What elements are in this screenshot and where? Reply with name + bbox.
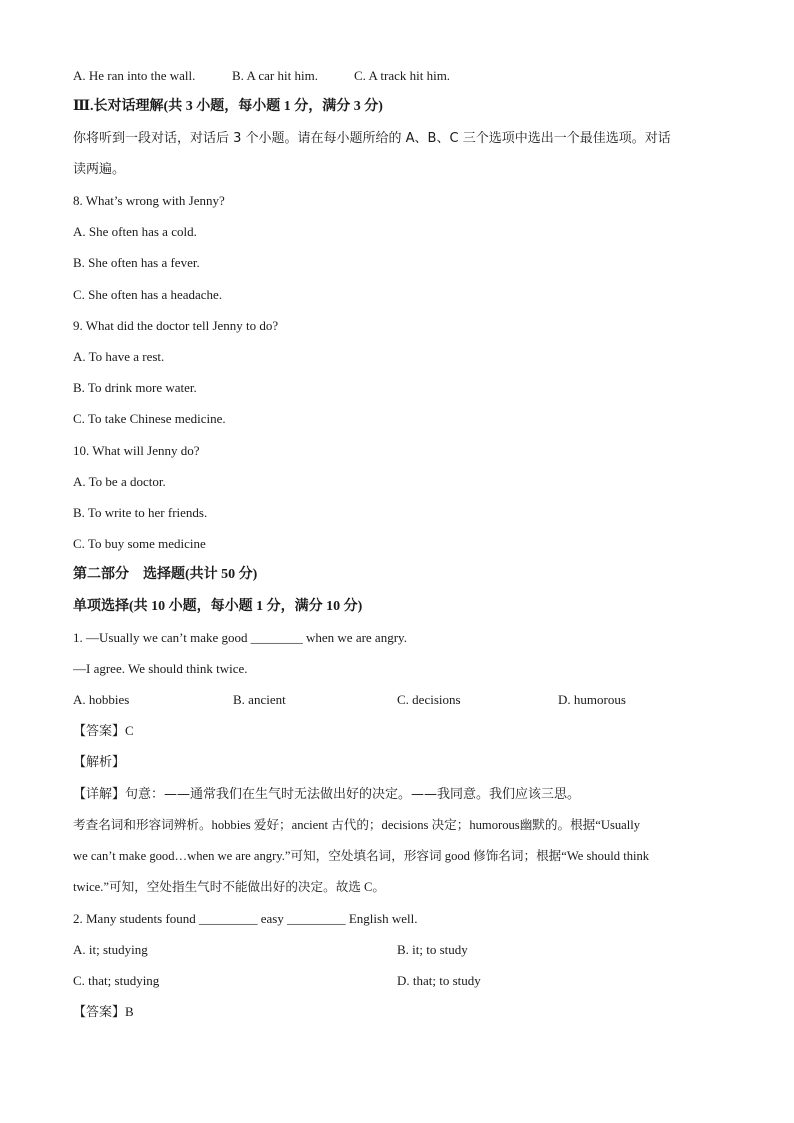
option: B. ancient <box>233 692 286 707</box>
section-intro: 你将听到一段对话，对话后 3 个小题。请在每小题所给的 A、B、C 三个选项中选出一个最佳选项。对话 <box>73 131 671 146</box>
answer-label: 【答案】 <box>73 1005 126 1020</box>
answer-value: C <box>125 723 134 738</box>
prev-option-a: A. He ran into the wall. <box>73 68 196 83</box>
option: C. decisions <box>397 692 461 707</box>
question-stem: 8. What’s wrong with Jenny? <box>73 193 225 208</box>
option: A. To have a rest. <box>73 349 165 364</box>
option: A. To be a doctor. <box>73 474 166 489</box>
section-intro-cont: 读两遍。 <box>73 162 126 177</box>
detail-label: 【详解】 <box>73 787 126 802</box>
option: C. that; studying <box>73 973 160 988</box>
answer-row <box>73 722 134 741</box>
question-reply: —I agree. We should think twice. <box>73 661 248 676</box>
option: D. humorous <box>558 692 626 707</box>
option: A. She often has a cold. <box>73 224 197 239</box>
option: A. hobbies <box>73 692 130 707</box>
question-stem: 10. What will Jenny do? <box>73 443 200 458</box>
option: C. She often has a headache. <box>73 287 223 302</box>
option: C. To buy some medicine <box>73 536 206 551</box>
detail-row <box>73 786 580 804</box>
question-stem: 1. —Usually we can’t make good ________ when we are angry. <box>73 630 407 645</box>
answer-value: B <box>125 1004 134 1019</box>
explanation-line: 考查名词和形容词辨析。hobbies 爱好；ancient 古代的；decisions 决定；humorous幽默的。根据“Usually <box>73 818 641 832</box>
option: C. To take Chinese medicine. <box>73 411 226 426</box>
option: B. it; to study <box>397 942 468 957</box>
prev-option-b: B. A car hit him. <box>232 68 318 83</box>
analysis-label: 【解析】 <box>73 755 126 770</box>
option: A. it; studying <box>73 942 148 957</box>
answer-row <box>73 1003 134 1022</box>
option: D. that; to study <box>397 973 481 988</box>
explanation-line: we can’t make good…when we are angry.”可知，空处填名词，形容词 good 修饰名词；根据“We should think <box>73 849 650 863</box>
subsection-heading: 单项选择(共 10 小题，每小题 1 分，满分 10 分) <box>73 599 363 614</box>
prev-option-c: C. A track hit him. <box>354 68 451 83</box>
detail-text: 句意：——通常我们在生气时无法做出好的决定。——我同意。我们应该三思。 <box>125 787 581 802</box>
question-stem: 9. What did the doctor tell Jenny to do? <box>73 318 279 333</box>
part-heading: 第二部分 选择题(共计 50 分) <box>73 567 258 582</box>
question-stem: 2. Many students found _________ easy _________ English well. <box>73 911 418 926</box>
explanation-line: twice.”可知，空处指生气时不能做出好的决定。故选 C。 <box>73 880 386 894</box>
option: B. To write to her friends. <box>73 505 208 520</box>
section-heading: Ⅲ.长对话理解(共 3 小题，每小题 1 分，满分 3 分) <box>73 99 383 114</box>
option: B. She often has a fever. <box>73 255 200 270</box>
option: B. To drink more water. <box>73 380 197 395</box>
answer-label: 【答案】 <box>73 724 126 739</box>
